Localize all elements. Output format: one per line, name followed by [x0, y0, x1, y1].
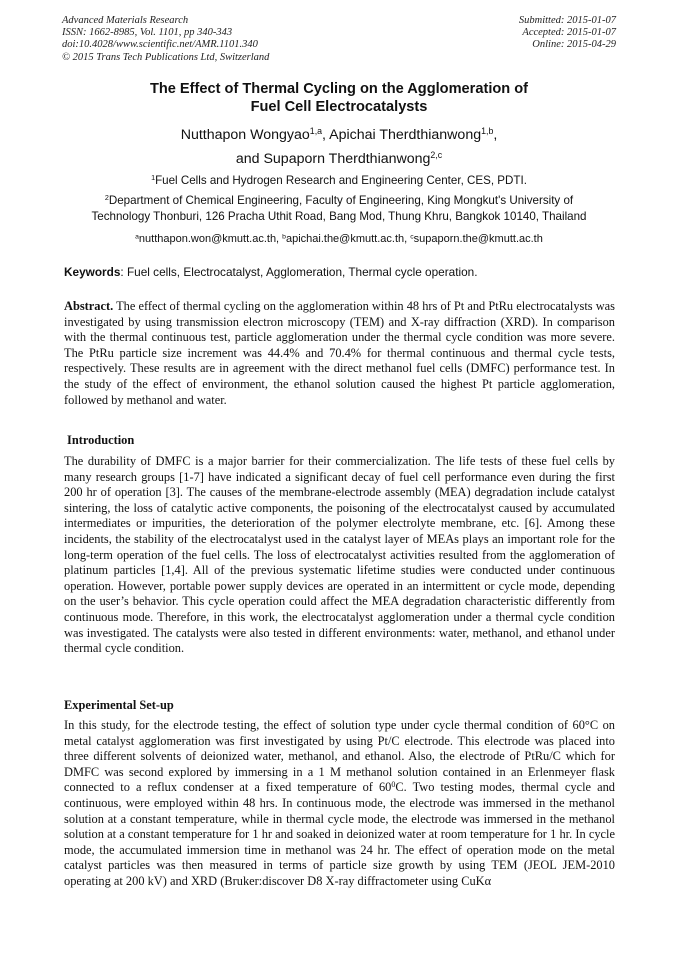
section-heading-introduction: Introduction	[67, 433, 135, 447]
affiliation-text: Fuel Cells and Hydrogen Research and Engineering Center, CES, PDTI.	[155, 174, 527, 187]
affiliation-line	[60, 193, 618, 209]
author-emails	[60, 232, 618, 246]
email-mark: b	[282, 233, 286, 241]
abstract	[64, 299, 615, 408]
author-list	[60, 123, 618, 171]
email-mark: a	[135, 233, 139, 241]
section-heading-experimental: Experimental Set-up	[64, 698, 174, 712]
abstract-text: The effect of thermal cycling on the agglomeration within 48 hrs of Pt and PtRu electrocatalysts was investigated by using transmission electron microscopy (TEM) and X-ray diffraction (XRD). In comparison with the thermal continuous test, particle agglomeration under the thermal cycle condition was more severe. The PtRu particle size increment was 44.4% and 70.4% for thermal continuous and thermal cycle tests, respectively. These results are in agreement with the direct methanol fuel cells (DMFC) performance test. In the study of the effect of environment, the ethanol solution caused the highest Pt particle agglomeration, followed by methanol and water.	[64, 299, 615, 407]
journal-info	[62, 15, 269, 64]
paper-title-line-1: The Effect of Thermal Cycling on the Agglomeration of	[149, 81, 529, 97]
experimental-text-part: In this study, for the electrode testing, the effect of solution type under cycle thermal condition of 60°C on metal catalyst agglomeration was first investigated by using Pt/C electrode. This electrode was placed into three different solvents of deionized water, methanol, and ethanol. Also, the electrode of PtRu/C which for DMFC was second explored by immersing in a 1 M methanol solution contained in an Erlenmeyer flask connected to a reflux condenser at a fixed temperature of 60	[64, 718, 615, 795]
author-separator: ,	[493, 127, 498, 143]
accepted-date: Accepted: 2015-01-07	[522, 27, 616, 39]
author-separator: ,	[322, 127, 330, 143]
journal-doi: doi:10.4028/www.scientific.net/AMR.1101.340	[62, 39, 258, 51]
introduction-text: The durability of DMFC is a major barrier for their commercialization. The life tests of these fuel cells by many research groups [1-7] have indicated a significant decay of fuel cell performance even during the first 200 hr of operation [3]. The causes of the membrane-electrode assembly (MEA) degradation include catalyst sintering, the loss of catalytic active components, the poisoning of the electrocatalyst caused by accumulated intermediates or impurities, the deterioration of the polymer electrolyte membrane, etc. [6]. Among these incidents, the stability of the electrocatalyst used in the catalyst layer of MEAs plays an important role for the long-term operation of the fuel cells. The loss of electrocatalyst activities resulted from the agglomeration of platinum particles [1,4]. All of the previous systematic lifetime studies were conducted under continuous operation. However, portable power supply devices are operated in an intermittent or cycle mode, depending on the user’s behavior. This cycle operation could affect the MEA degradation characteristic differently from continuous mode. Therefore, in this work, the electrocatalyst agglomeration under a thermal cycle condition was investigated. The catalysts were also tested in different environments: water, methanol, and ethanol under thermal cycle condition.	[64, 454, 615, 656]
affiliation-number: 2	[104, 193, 109, 203]
email-mark: c	[410, 233, 414, 241]
experimental-text-part: C. Two testing modes, thermal cycle and continuous, were employed within 48 hrs. In continuous mode, the electrode was immersed in the methanol solution at a constant temperature, while in thermal cycle mode, the electrode was immersed in the methanol solution at a constant temperature for 1 hr and soaked in deionized water at room temperature for 1 hr. In cycle mode, the accumulated immersion time in methanol was 24 hr. The effect of operation mode on the metal catalyst particles was then measured in terms of particle size growth by using TEM (JEOL JEM-2010 operating at 200 kV) and XRD (Bruker:discover D8 X-ray diffractometer using CuKα	[64, 780, 615, 888]
keywords	[64, 265, 616, 280]
journal-copyright: © 2015 Trans Tech Publications Ltd, Switzerland	[62, 51, 270, 63]
author-affiliation-mark: 1,a	[309, 126, 323, 137]
affiliation-number: 1	[151, 173, 156, 183]
paper-title	[60, 80, 618, 116]
abstract-label: Abstract.	[64, 299, 114, 313]
degree-superscript: 0	[391, 780, 396, 790]
journal-issn: ISSN: 1662-8985, Vol. 1101, pp 340-343	[62, 27, 233, 39]
experimental-text	[64, 718, 615, 890]
paper-title-line-2: Fuel Cell Electrocatalysts	[250, 99, 428, 115]
affiliation-1	[60, 173, 618, 189]
affiliation-text: Department of Chemical Engineering, Faculty of Engineering, King Mongkut's University of	[108, 194, 574, 207]
keywords-text: : Fuel cells, Electrocatalyst, Agglomeration, Thermal cycle operation.	[120, 265, 478, 279]
email-link[interactable]: nutthapon.won@kmutt.ac.th,	[138, 233, 283, 245]
keywords-label: Keywords	[64, 265, 121, 279]
author-name: Supaporn Therdthianwong	[263, 151, 431, 167]
submitted-date: Submitted: 2015-01-07	[518, 15, 616, 26]
author-name: Nutthapon Wongyao	[180, 127, 310, 143]
journal-name: Advanced Materials Research	[62, 15, 189, 26]
author-affiliation-mark: 2,c	[430, 150, 443, 161]
submission-dates	[519, 15, 616, 52]
online-date: Online: 2015-04-29	[532, 39, 616, 51]
affiliation-line: Technology Thonburi, 126 Pracha Uthit Road, Bang Mod, Thung Khru, Bangkok 10140, Thailand	[91, 210, 587, 223]
affiliation-2	[60, 193, 618, 225]
author-affiliation-mark: 1,b	[481, 126, 494, 137]
author-line-1	[60, 123, 618, 147]
author-conjunction: and	[235, 151, 264, 167]
author-line-2	[60, 147, 618, 171]
email-link[interactable]: apichai.the@kmutt.ac.th,	[285, 233, 411, 245]
author-name: Apichai Therdthianwong	[329, 127, 482, 143]
email-link[interactable]: supaporn.the@kmutt.ac.th	[413, 233, 543, 245]
